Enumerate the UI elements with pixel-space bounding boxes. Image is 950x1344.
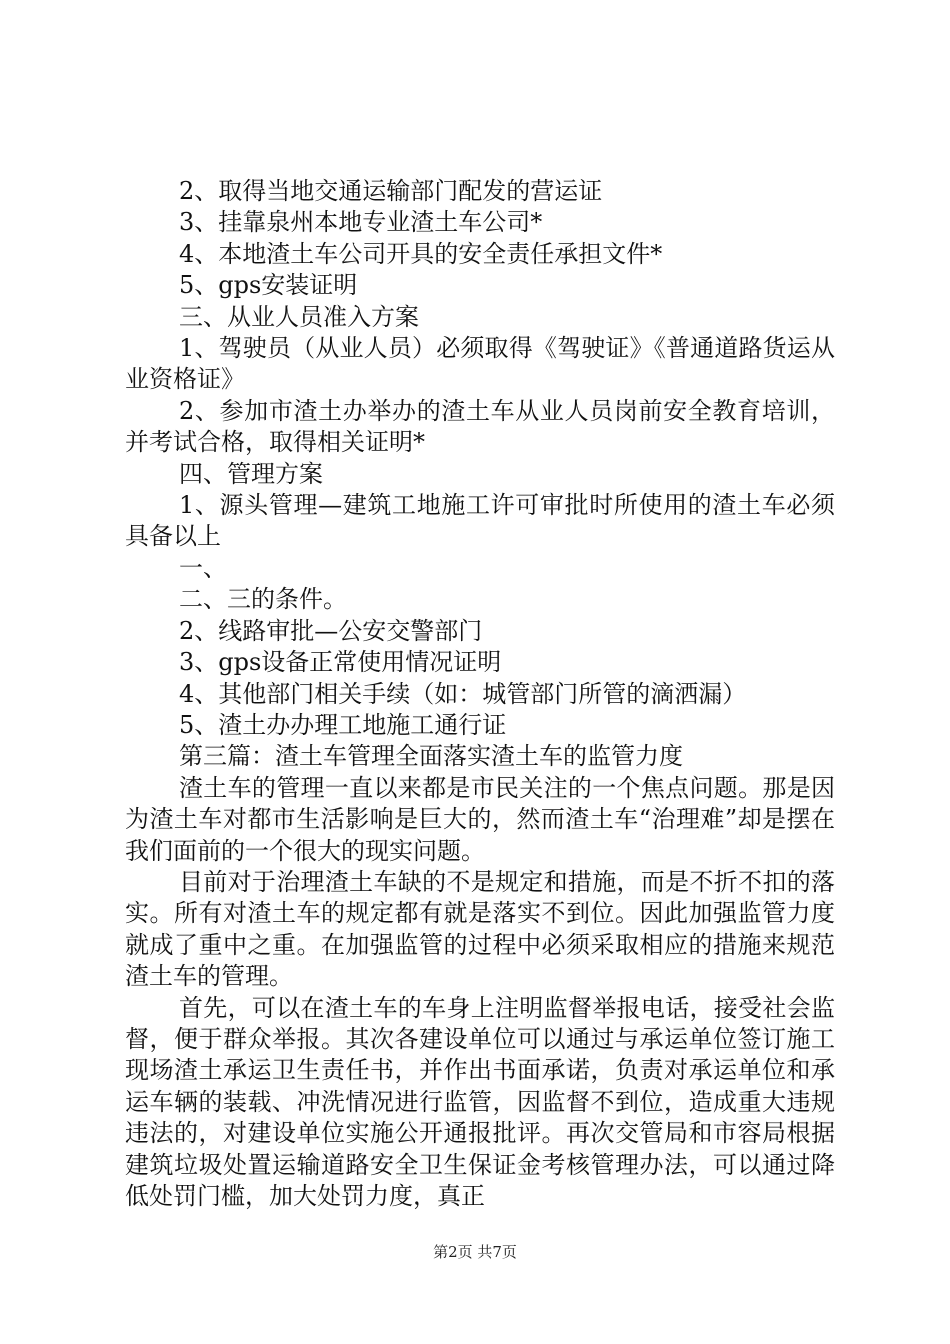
paragraph-19: 首先，可以在渣土车的车身上注明监督举报电话，接受社会监督，便于群众举报。其次各建设单位可以通过与承运单位签订施工现场渣土承运卫生责任书，并作出书面承诺，负责对承运单位和承运车辆的装载、冲洗情况进行监管，因监督不到位，造成重大违规违法的，对建设单位实施公开通报批评。再次交管局和市容局根据建筑垃圾处置运输道路安全卫生保证金考核管理办法，可以通过降低处罚门槛，加大处罚力度，真正	[125, 993, 835, 1210]
paragraph-1: 2、取得当地交通运输部门配发的营运证	[179, 177, 603, 205]
paragraph-3: 4、本地渣土车公司开具的安全责任承担文件*	[179, 239, 663, 268]
paragraph-7: 2、参加市渣土办举办的渣土车从业人员岗前安全教育培训，并考试合格，取得相关证明*	[125, 396, 835, 457]
page-number-footer: 第2页 共7页	[433, 1243, 517, 1261]
section-heading-4: 四、管理方案	[179, 459, 323, 488]
paragraph-2: 3、挂靠泉州本地专业渣土车公司*	[179, 208, 543, 237]
paragraph-6: 1、驾驶员（从业人员）必须取得《驾驶证》《普通道路货运从业资格证》	[125, 334, 835, 394]
paragraph-9: 1、源头管理—建筑工地施工许可审批时所使用的渣土车必须具备以上	[125, 491, 835, 551]
paragraph-10: 一、	[179, 553, 227, 582]
paragraph-17: 渣土车的管理一直以来都是市民关注的一个焦点问题。那是因为渣土车对都市生活影响是巨大的，然而渣土车“治理难”却是摆在我们面前的一个很大的现实问题。	[125, 773, 835, 865]
paragraph-4: 5、gps安装证明	[179, 271, 358, 300]
section-heading-3: 三、从业人员准入方案	[179, 302, 419, 331]
paragraph-12: 2、线路审批—公安交警部门	[179, 616, 483, 645]
paragraph-11: 二、三的条件。	[179, 585, 347, 614]
paragraph-14: 4、其他部门相关手续（如：城管部门所管的滴洒漏）	[179, 679, 747, 708]
chapter-heading: 第三篇：渣土车管理全面落实渣土车的监管力度	[179, 742, 683, 771]
paragraph-13: 3、gps设备正常使用情况证明	[179, 648, 502, 677]
paragraph-18: 目前对于治理渣土车缺的不是规定和措施，而是不折不扣的落实。所有对渣土车的规定都有就是落实不到位。因此加强监管力度就成了重中之重。在加强监管的过程中必须采取相应的措施来规范渣土车的管理。	[125, 867, 835, 991]
document-body	[125, 176, 835, 1212]
paragraph-15: 5、渣土办办理工地施工通行证	[179, 710, 507, 739]
